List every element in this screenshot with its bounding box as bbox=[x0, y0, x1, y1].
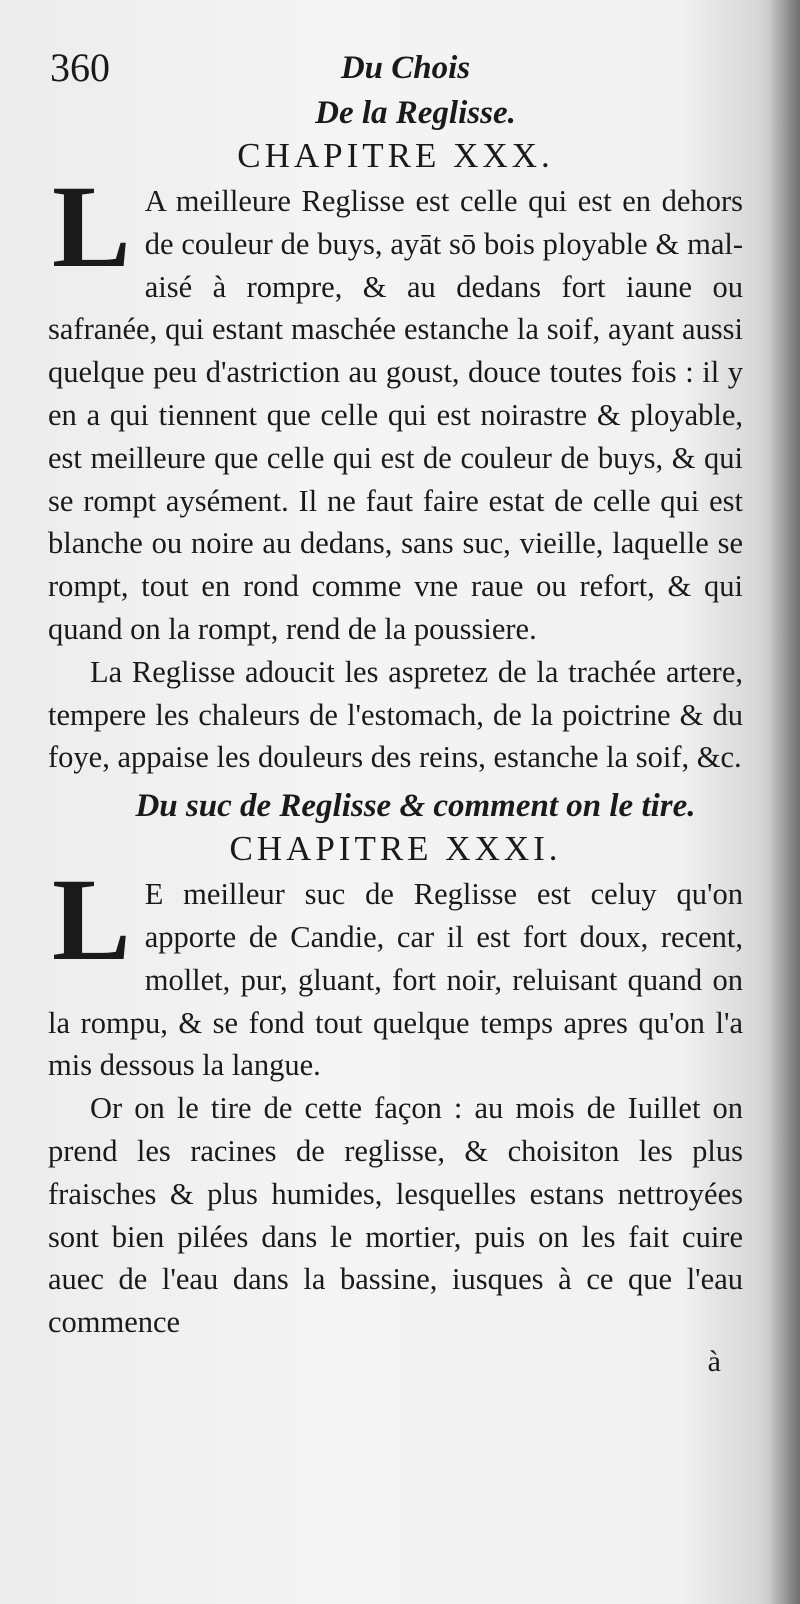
paragraph: Or on le tire de cette façon : au mois de Iuillet on prend les racines de reglisse, & choisiton les plus fraisches & plus humides, lesquelles estans nettroyées sont bien pilées dans le mortier, puis on les fait cuire auec de l'eau dans la bassine, iusques à ce que l'eau commence bbox=[48, 1091, 743, 1340]
page-header bbox=[48, 40, 743, 92]
paragraph-text: E meilleur suc de Reglisse est celuy qu'on apporte de Candie, car il est fort doux, recent, mollet, pur, gluant, fort noir, reluisant quand on la rompu, & se fond tout quelque temps apres qu'on l'a mis dessous la langue. bbox=[48, 877, 743, 1083]
chapter-heading: CHAPITRE XXX. bbox=[237, 136, 554, 175]
paragraph bbox=[48, 161, 743, 651]
section-title: De la Reglisse. bbox=[315, 95, 516, 131]
section-reglisse bbox=[48, 92, 743, 779]
page-gutter-shadow bbox=[768, 0, 800, 1604]
section-suc-de-reglisse bbox=[48, 785, 743, 1344]
paragraph-text: A meilleure Reglisse est celle qui est en dehors de couleur de buys, ayāt sō bois ployable & mal-aisé à rompre, & au dedans fort iaune ou safranée, qui estant maschée estanche la soif, ayant aussi quelque peu d'astriction au goust, douce toutes fois : il y en a qui tiennent que celle qui est noirastre & ployable, est meilleure que celle qui est de couleur de buys, & qui se rompt aysément. Il ne faut faire estat de celle qui est blanche ou noire au dedans, sans suc, vieille, laquelle se rompt, tout en rond comme vne raue ou refort, & qui quand on la rompt, rend de la poussiere. bbox=[48, 184, 743, 646]
drop-cap: L bbox=[52, 854, 131, 986]
catchword: à bbox=[707, 1344, 721, 1378]
running-title: Du Chois bbox=[340, 50, 471, 86]
drop-cap: L bbox=[52, 161, 131, 292]
chapter-heading: CHAPITRE XXXI. bbox=[229, 829, 562, 869]
page-number: 360 bbox=[50, 45, 110, 90]
paragraph bbox=[48, 854, 743, 1087]
paragraph: La Reglisse adoucit les aspretez de la trachée artere, tempere les chaleurs de l'estomach, de la poictrine & du foye, appaise les douleurs des reins, estanche la soif, &c. bbox=[48, 654, 743, 775]
page-content bbox=[48, 40, 743, 1380]
section-title: Du suc de Reglisse & comment on le tire. bbox=[135, 788, 696, 825]
